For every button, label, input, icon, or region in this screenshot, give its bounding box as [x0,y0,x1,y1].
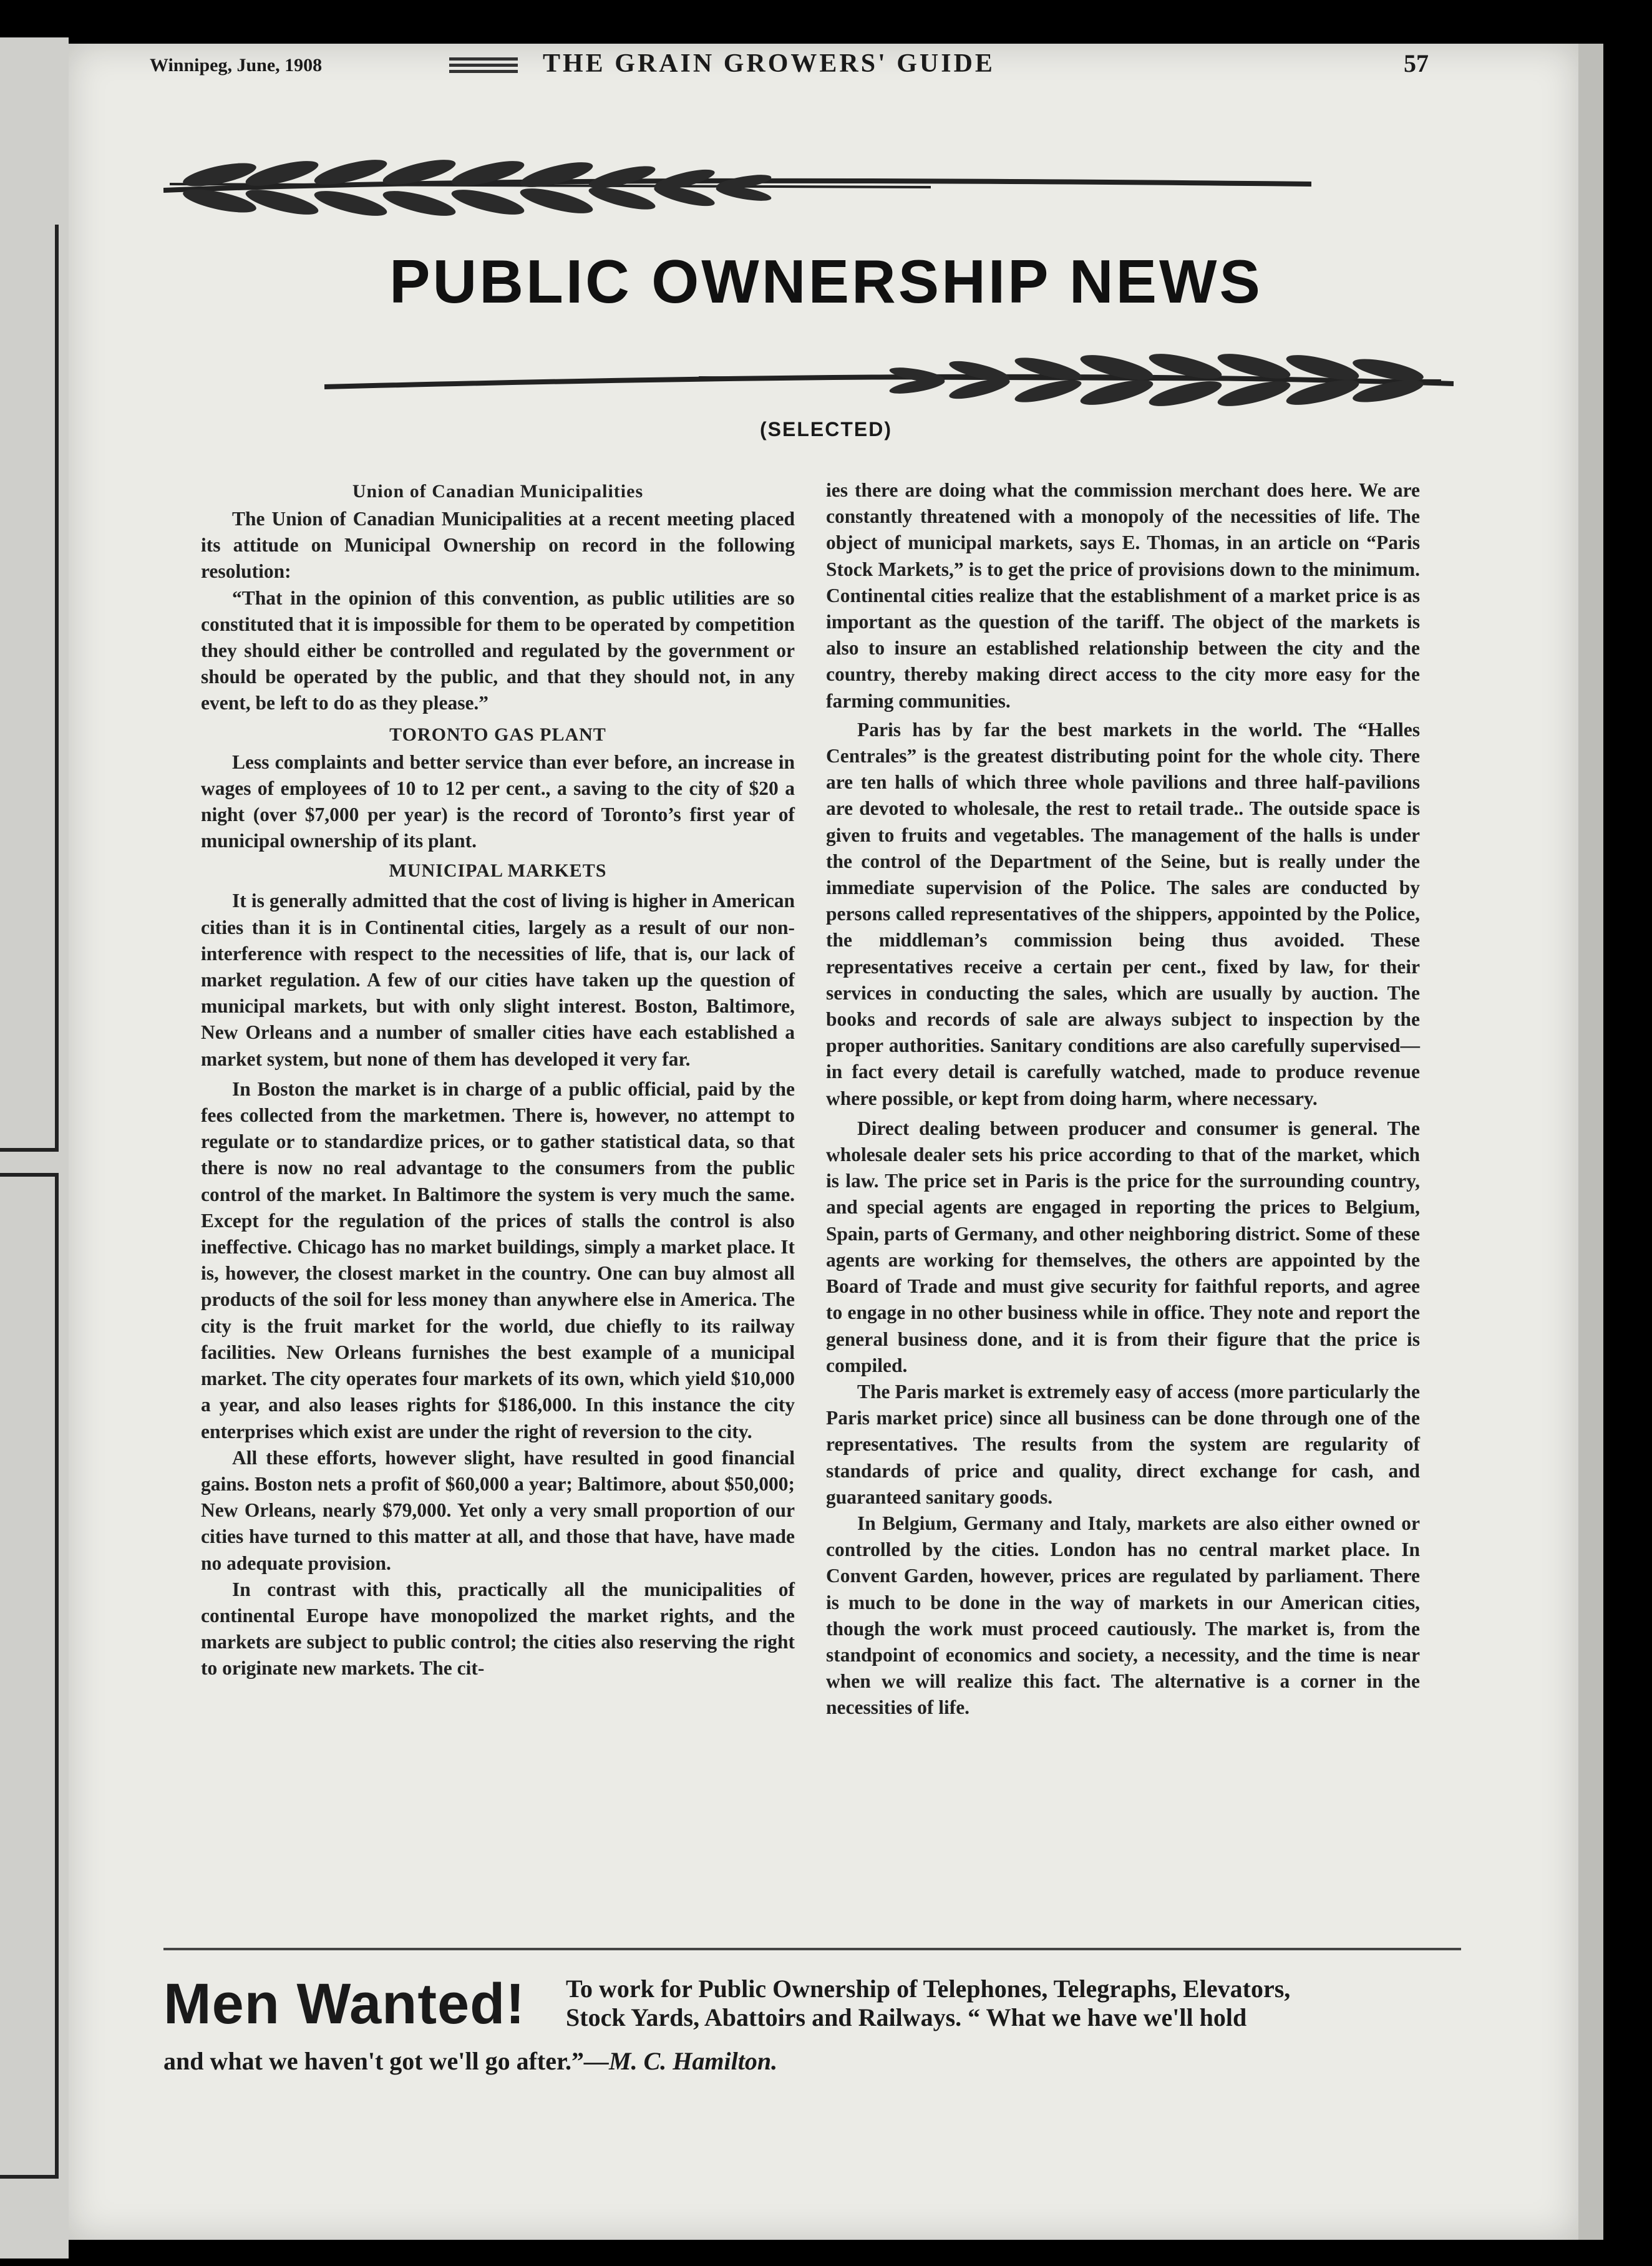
ad-text [163,2046,777,2076]
adjacent-page-box [0,225,59,1152]
subtitle: (SELECTED) [760,418,892,440]
heading-toronto-gas: TORONTO GAS PLANT [389,724,606,745]
paragraph: All these efforts, however slight, have resulted in good financial gains. Boston nets a profit of $60,000 a year; Baltimore, about $50,000; New Orleans, nearly $79,000. Yet only a very small proportion of our cities have turned to this matter at all, and those that have, have made no adequate provision. [201,1446,795,1574]
ad-headline: Men Wanted! [163,1972,525,2036]
resolution-quote: “That in the opinion of this convention, as public utilities are so constituted that it is impossible for them to be operated by competition they should either be controlled and regulated by the government or should be operated by the public, and that they should not, in any event, be left to do as they please.” [201,586,795,714]
wheat-ornament-top [163,150,1311,231]
paragraph: The Paris market is extremely easy of access (more particularly the Paris market price) since all business can be done through one of the representatives. The results from the system are regularity of standards of price and quality, direct exchange for cash, and guaranteed sanitary goods. [826,1380,1420,1508]
article-column-right [826,477,1420,1721]
adjacent-page-edge [0,37,69,2259]
paragraph: Less complaints and better service than ever before, an increase in wages of employees of 10 to 12 per cent., a saving to the city of $20 a night (over $7,000 per year) is the record of Toronto’s first year of municipal ownership of its plant. [201,751,795,852]
paragraph: ies there are doing what the commission merchant does here. We are constantly threatened with a monopoly of the necessities of life. The object of municipal markets, says E. Thomas, in an article on “Paris Stock Markets,” is to get the price of provisions down to the minimum. Continental cities realize that the establishment of a market price is as important as the question of the tariff. The object of the markets is also to insure an established relationship between the city and the country, thereby making direct access to the city more easy for the farming communities. [826,479,1420,712]
adjacent-page-box [0,1173,59,2179]
article-column-left [201,477,795,1682]
divider [163,1948,1461,1950]
heading-union: Union of Canadian Municipalities [352,481,644,502]
ad-text: Stock Yards, Abattoirs and Railways. “ What we have we'll hold [566,2003,1247,2031]
paragraph: In Boston the market is in charge of a public official, paid by the fees collected from the marketmen. There is, however, no attempt to regulate or to standardize prices, or to gather statistical data, so that there is now no real advantage to the consumers from the public control of the market. In Baltimore the system is very much the same. Except for the regulation of the prices of stalls the control is also ineffective. Chicago has no market buildings, simply a market place. It is, however, the closest market in the country. One can buy almost all products of the soil for less money than anywhere else in America. The city is the fruit market for the world, due chiefly to its railway facilities. New Orleans furnishes the best example of a municipal market. The city operates four markets of its own, which yield $10,000 a year, and also leases rights for $186,000. In this instance the city enterprises which exist are under the right of reversion to the city. [201,1077,795,1442]
journal-title: THE GRAIN GROWERS' GUIDE [543,49,995,78]
section-title: PUBLIC OWNERSHIP NEWS [389,247,1263,316]
issue-date: Winnipeg, June, 1908 [150,55,323,75]
paragraph: Direct dealing between producer and consumer is general. The wholesale dealer sets his price according to that of the market, which is law. The price set in Paris is the price for the surrounding country, and special agents are engaged in reporting the prices to Belgium, Spain, parts of Germany, and other neighboring district. Some of these agents are working for themselves, the others are appointed by the Board of Trade and must give security for faithful reports, and agree to engage in no other business while in office. They note and report the general business done, and it is from their figure that the price is compiled. [826,1117,1420,1376]
paragraph: In Belgium, Germany and Italy, markets are also either owned or controlled by the cities. London has no central market place. In Convent Garden, however, prices are regulated by parliament. There is much to be done in the way of markets in our American cities, though the work must proceed cautiously. The market is, from the standpoint of economics and society, a necessity, and the time is near when we will realize this fact. The alternative is a corner in the necessities of life. [826,1512,1420,1719]
ad-text-end: and what we haven't got we'll go after.” [163,2047,585,2075]
page-number: 57 [1404,49,1429,77]
paragraph: It is generally admitted that the cost of living is higher in American cities than it is in Continental cities, largely as a result of our non-interference with respect to the necessities of life, that is, our lack of market regulation. A few of our cities have taken up the question of municipal markets, but with only slight interest. Boston, Baltimore, New Orleans and a number of smaller cities have each established a market system, but none of them has developed it very far. [201,890,795,1070]
paragraph: Paris has by far the best markets in the world. The “Halles Centrales” is the greatest distributing point for the whole city. There are ten halls of which three whole pavilions and three half-pavilions are devoted to wholesale, the rest to retail trade.. The outside space is given to fruits and vegetables. The management of the halls is under the control of the Department of the Seine, but is really under the immediate supervision of the Police. The sales are conducted by persons called representatives of the shippers, appointed by the Police, the middleman’s commission being thus avoided. These representatives receive a certain per cent., fixed by law, for their services in conducting the sales, which are usually by auction. The books and records of sale are always subject to inspection by the proper authorities. Sanitary conditions are also carefully supervised—in fact every detail is carefully watched, made to produce revenue where possible, or kept from doing harm, where necessary. [826,718,1420,1109]
attribution: —M. C. Hamilton. [584,2047,778,2075]
ad-text: To work for Public Ownership of Telephones, Telegraphs, Elevators, [566,1975,1291,2003]
paragraph: The Union of Canadian Municipalities at a recent meeting placed its attitude on Municipal Ownership on record in the following resolution: [201,508,795,583]
page-edge-shadow [1578,44,1603,2240]
heading-municipal-markets: MUNICIPAL MARKETS [389,860,607,882]
paragraph: In contrast with this, practically all the municipalities of continental Europe have monopolized the market rights, and the markets are subject to public control; the cities also reserving the right to originate new markets. The cit- [201,1578,795,1680]
header-ornament [449,57,518,74]
wheat-ornament-bottom [324,334,1454,409]
running-header [143,49,1435,86]
